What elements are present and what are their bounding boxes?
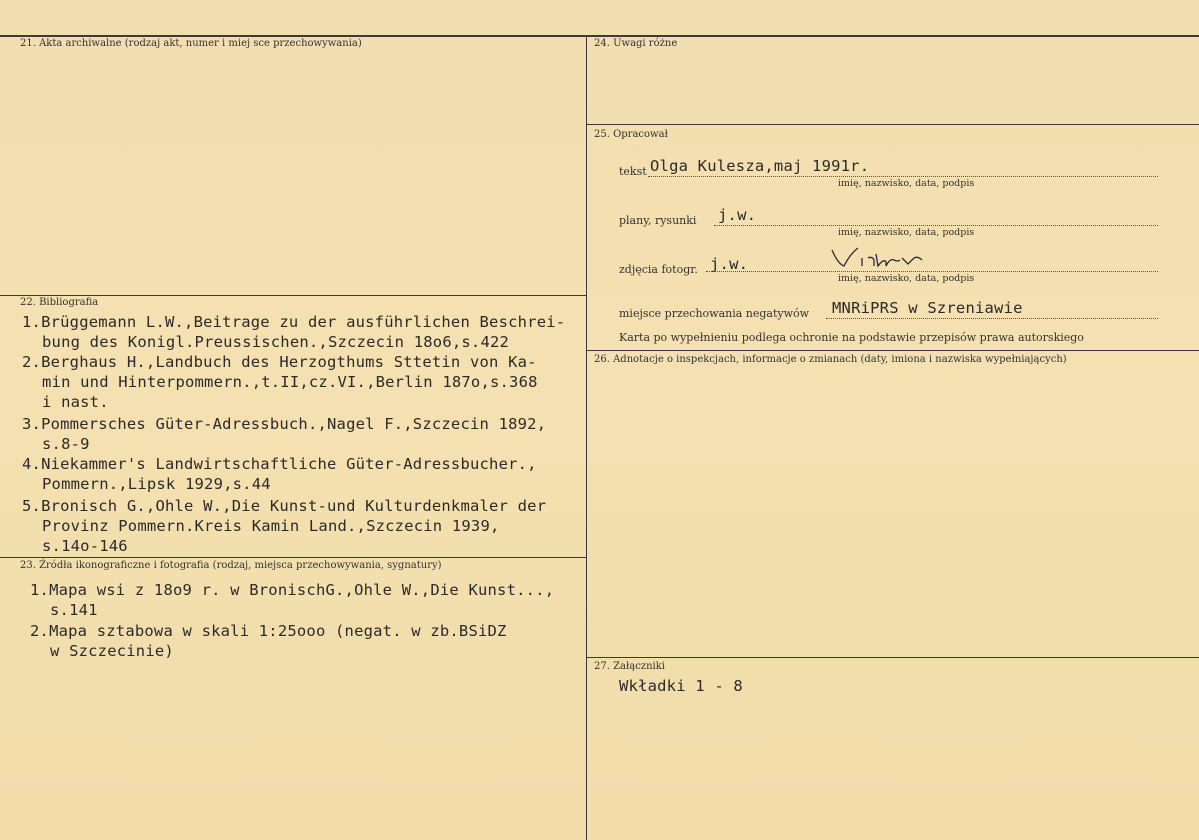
bibliography-line: 1.Brüggemann L.W.,Beitrage zu der ausführlichen Beschrei- <box>22 313 566 331</box>
source-item <box>30 621 590 661</box>
plany-value: j.w. <box>718 206 757 224</box>
section-24-label: 24. Uwagi różne <box>594 38 678 49</box>
source-item <box>30 580 590 620</box>
bibliography-line: bung des Konigl.Preussischen.,Szczecin 18o6,s.422 <box>42 333 510 351</box>
divider-25-26 <box>586 350 1199 351</box>
zdjecia-label: zdjęcia fotogr. <box>619 263 698 276</box>
bibliography-item <box>22 454 582 494</box>
bibliography-item <box>22 496 582 556</box>
source-line: 1.Mapa wsi z 18o9 r. w BronischG.,Ohle W.,Die Kunst..., <box>30 581 555 599</box>
plany-caption: imię, nazwisko, data, podpis <box>838 227 975 238</box>
bibliography-line: Provinz Pommern.Kreis Kamin Land.,Szczecin 1939, <box>42 517 500 535</box>
bibliography-line: s.14o-146 <box>42 537 128 555</box>
section-26-label: 26. Adnotacje o inspekcjach, informacje o zmianach (daty, imiona i nazwiska wypełniających) <box>594 354 1067 365</box>
section-23-label: 23. Źródła ikonograficzne i fotografia (rodzaj, miejsca przechowywania, sygnatury) <box>20 560 442 571</box>
divider-21-22 <box>0 295 586 296</box>
plany-label: plany, rysunki <box>619 214 697 227</box>
bibliography-item <box>22 414 582 454</box>
top-border <box>0 35 1199 37</box>
bibliography-line: s.8-9 <box>42 435 90 453</box>
miejsce-value: MNRiPRS w Szreniawie <box>832 299 1023 317</box>
section-27-label: 27. Załączniki <box>594 661 665 672</box>
bibliography-line: 3.Pommersches Güter-Adressbuch.,Nagel F.,Szczecin 1892, <box>22 415 547 433</box>
miejsce-label: miejsce przechowania negatywów <box>619 307 810 320</box>
bibliography-item <box>22 352 582 412</box>
bibliography-line: Pommern.,Lipsk 1929,s.44 <box>42 475 271 493</box>
tekst-value: Olga Kulesza,maj 1991r. <box>650 157 870 175</box>
tekst-label: tekst <box>619 165 647 178</box>
bibliography-line: 2.Berghaus H.,Landbuch des Herzogthums Sttetin von Ka- <box>22 353 537 371</box>
source-line: 2.Mapa sztabowa w skali 1:25ooo (negat. w zb.BSiDZ <box>30 622 507 640</box>
bibliography-line: 4.Niekammer's Landwirtschaftliche Güter-Adressbucher., <box>22 455 537 473</box>
bibliography-item <box>22 312 582 352</box>
source-line: w Szczecinie) <box>50 642 174 660</box>
plany-line <box>714 225 1158 226</box>
attachments-value: Wkładki 1 - 8 <box>619 677 743 695</box>
signature <box>828 244 928 274</box>
zdjecia-caption: imię, nazwisko, data, podpis <box>838 273 975 284</box>
section-22-label: 22. Bibliografia <box>20 297 99 308</box>
center-divider <box>586 35 587 840</box>
bibliography-line: i nast. <box>42 393 109 411</box>
source-line: s.141 <box>50 601 98 619</box>
bibliography-line: min und Hinterpommern.,t.II,cz.VI.,Berlin 187o,s.368 <box>42 373 538 391</box>
section-25-label: 25. Opracował <box>594 129 668 140</box>
zdjecia-line <box>706 271 1158 272</box>
divider-26-27 <box>586 657 1199 658</box>
zdjecia-value: j.w. <box>710 255 749 273</box>
divider-22-23 <box>0 557 586 558</box>
bibliography-line: 5.Bronisch G.,Ohle W.,Die Kunst-und Kulturdenkmaler der <box>22 497 547 515</box>
section-21-label: 21. Akta archiwalne (rodzaj akt, numer i miej sce przechowywania) <box>20 38 362 49</box>
karta-note: Karta po wypełnieniu podlega ochronie na podstawie przepisów prawa autorskiego <box>619 331 1084 344</box>
tekst-caption: imię, nazwisko, data, podpis <box>838 178 975 189</box>
tekst-line <box>648 176 1158 177</box>
miejsce-line <box>826 318 1158 319</box>
divider-24-25 <box>586 124 1199 125</box>
